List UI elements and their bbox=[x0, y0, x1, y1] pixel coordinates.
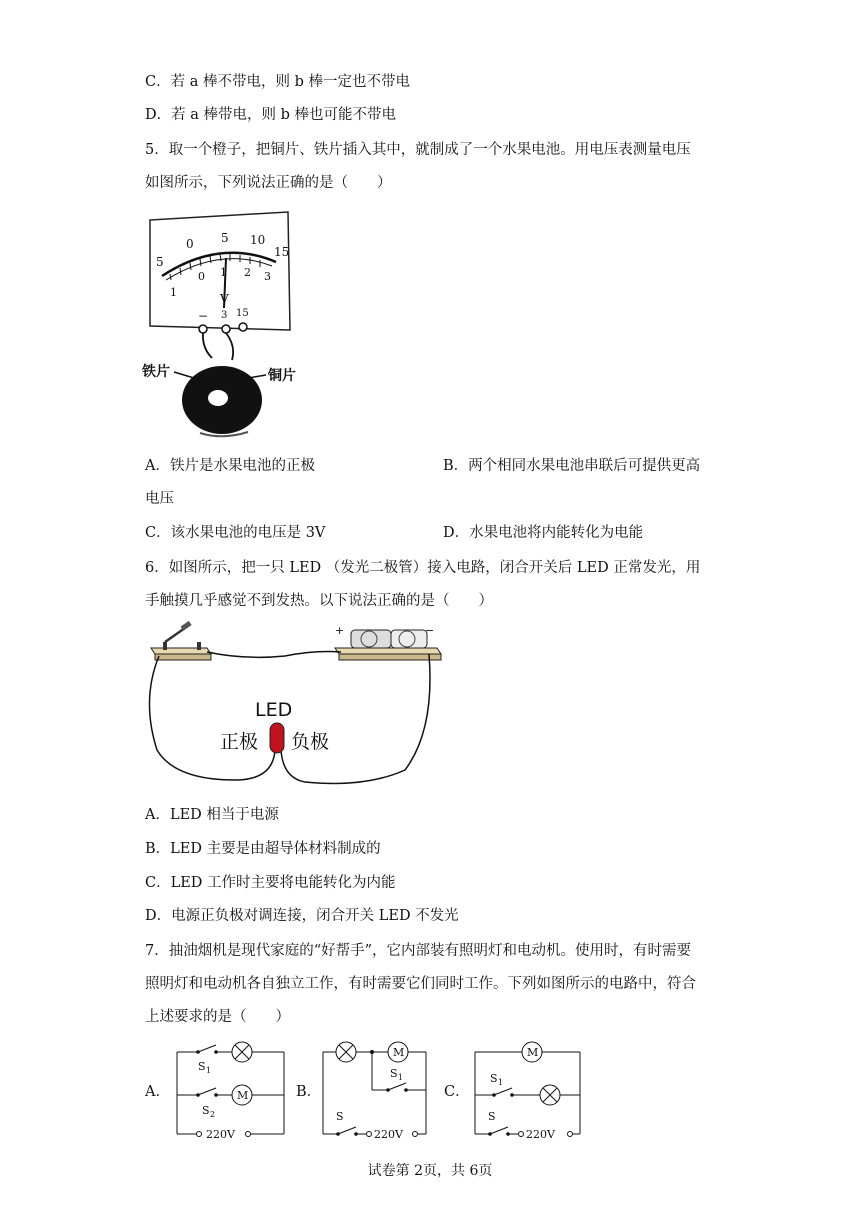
led-negative-label: 负极 bbox=[291, 731, 330, 753]
voltmeter-figure bbox=[140, 208, 300, 438]
q4-option-c: C．若 a 棒不带电，则 b 棒一定也不带电 bbox=[145, 74, 410, 90]
unit-label: V bbox=[220, 292, 229, 306]
q5-stem-line2: 如图所示，下列说法正确的是（ ） bbox=[145, 175, 392, 191]
q6-option-b: B．LED 主要是由超导体材料制成的 bbox=[145, 841, 381, 857]
scale-top-3: 10 bbox=[250, 233, 266, 247]
terminal-15: 15 bbox=[236, 308, 249, 319]
q7-stem-line3: 上述要求的是（ ） bbox=[145, 1009, 290, 1025]
q7-option-b-label: B． bbox=[296, 1084, 322, 1100]
scale-bottom-2: 1 bbox=[220, 266, 227, 279]
q7-stem-line2: 照明灯和电动机各自独立工作，有时需要它们同时工作。下列如图所示的电路中，符合 bbox=[145, 976, 696, 992]
page-footer: 试卷第 2页，共 6页 bbox=[367, 1163, 493, 1179]
circuit-a-supply: 220V bbox=[206, 1128, 235, 1141]
scale-bottom-0: 1 bbox=[170, 286, 177, 299]
led-circuit-figure bbox=[145, 620, 450, 790]
circuit-a-motor: M bbox=[237, 1089, 249, 1102]
circuit-b-s1-sub: 1 bbox=[398, 1073, 404, 1082]
scale-top-2: 5 bbox=[221, 231, 229, 245]
circuit-b-s: S bbox=[336, 1110, 344, 1123]
battery-plus: + bbox=[335, 624, 345, 637]
q5-stem-line1: 5．取一个橙子，把铜片、铁片插入其中，就制成了一个水果电池。用电压表测量电压 bbox=[145, 142, 691, 158]
scale-top-4: 15 bbox=[274, 245, 290, 259]
circuit-c-motor: M bbox=[527, 1046, 539, 1059]
circuit-a bbox=[172, 1040, 292, 1145]
led-positive-label: 正极 bbox=[220, 731, 259, 753]
q6-stem-line1: 6．如图所示，把一只 LED （发光二极管）接入电路，闭合开关后 LED 正常发光，用 bbox=[145, 560, 701, 576]
circuit-a-s2-sub: 2 bbox=[210, 1110, 216, 1119]
terminal-3: 3 bbox=[221, 310, 228, 321]
q7-option-a-label: A． bbox=[145, 1084, 170, 1100]
circuit-b-supply: 220V bbox=[374, 1128, 403, 1141]
q5-option-d: D．水果电池将内能转化为电能 bbox=[443, 525, 644, 541]
q4-option-d: D．若 a 棒带电，则 b 棒也可能不带电 bbox=[145, 107, 396, 123]
circuit-c-s: S bbox=[488, 1110, 496, 1123]
q5-option-b-cont: 电压 bbox=[145, 491, 174, 507]
scale-bottom-3: 2 bbox=[244, 266, 251, 279]
q7-option-c-label: C． bbox=[444, 1084, 470, 1100]
q6-stem-line2: 手触摸几乎感觉不到发热。以下说法正确的是（ ） bbox=[145, 593, 493, 609]
scale-bottom-1: 0 bbox=[198, 270, 205, 283]
q5-option-b: B．两个相同水果电池串联后可提供更高 bbox=[443, 458, 701, 474]
circuit-c-supply: 220V bbox=[526, 1128, 555, 1141]
label-copper: 铜片 bbox=[268, 368, 296, 384]
terminal-minus: − bbox=[198, 309, 209, 323]
circuit-c-s1-sub: 1 bbox=[498, 1078, 504, 1087]
circuit-b-s1: S bbox=[390, 1067, 398, 1080]
circuit-a-s2: S bbox=[202, 1104, 210, 1117]
circuit-a-s1: S bbox=[198, 1060, 206, 1073]
circuit-c-s1: S bbox=[490, 1072, 498, 1085]
q7-stem-line1: 7．抽油烟机是现代家庭的“好帮手”，它内部装有照明灯和电动机。使用时，有时需要 bbox=[145, 943, 692, 959]
q5-option-c: C．该水果电池的电压是 3V bbox=[145, 525, 326, 541]
circuit-a-s1-sub: 1 bbox=[206, 1066, 212, 1075]
q5-option-a: A．铁片是水果电池的正极 bbox=[145, 458, 315, 474]
scale-top-1: 0 bbox=[186, 237, 194, 251]
q6-option-a: A．LED 相当于电源 bbox=[145, 807, 279, 823]
circuit-b-motor: M bbox=[393, 1046, 405, 1059]
battery-minus: − bbox=[425, 624, 435, 637]
q6-option-d: D．电源正负极对调连接，闭合开关 LED 不发光 bbox=[145, 908, 459, 924]
q6-option-c: C．LED 工作时主要将电能转化为内能 bbox=[145, 875, 396, 891]
scale-top-0: 5 bbox=[156, 255, 164, 269]
circuit-b bbox=[318, 1040, 433, 1145]
scale-bottom-4: 3 bbox=[264, 270, 271, 283]
label-iron: 铁片 bbox=[142, 364, 170, 380]
led-label: LED bbox=[255, 699, 293, 721]
circuit-c bbox=[470, 1040, 590, 1145]
